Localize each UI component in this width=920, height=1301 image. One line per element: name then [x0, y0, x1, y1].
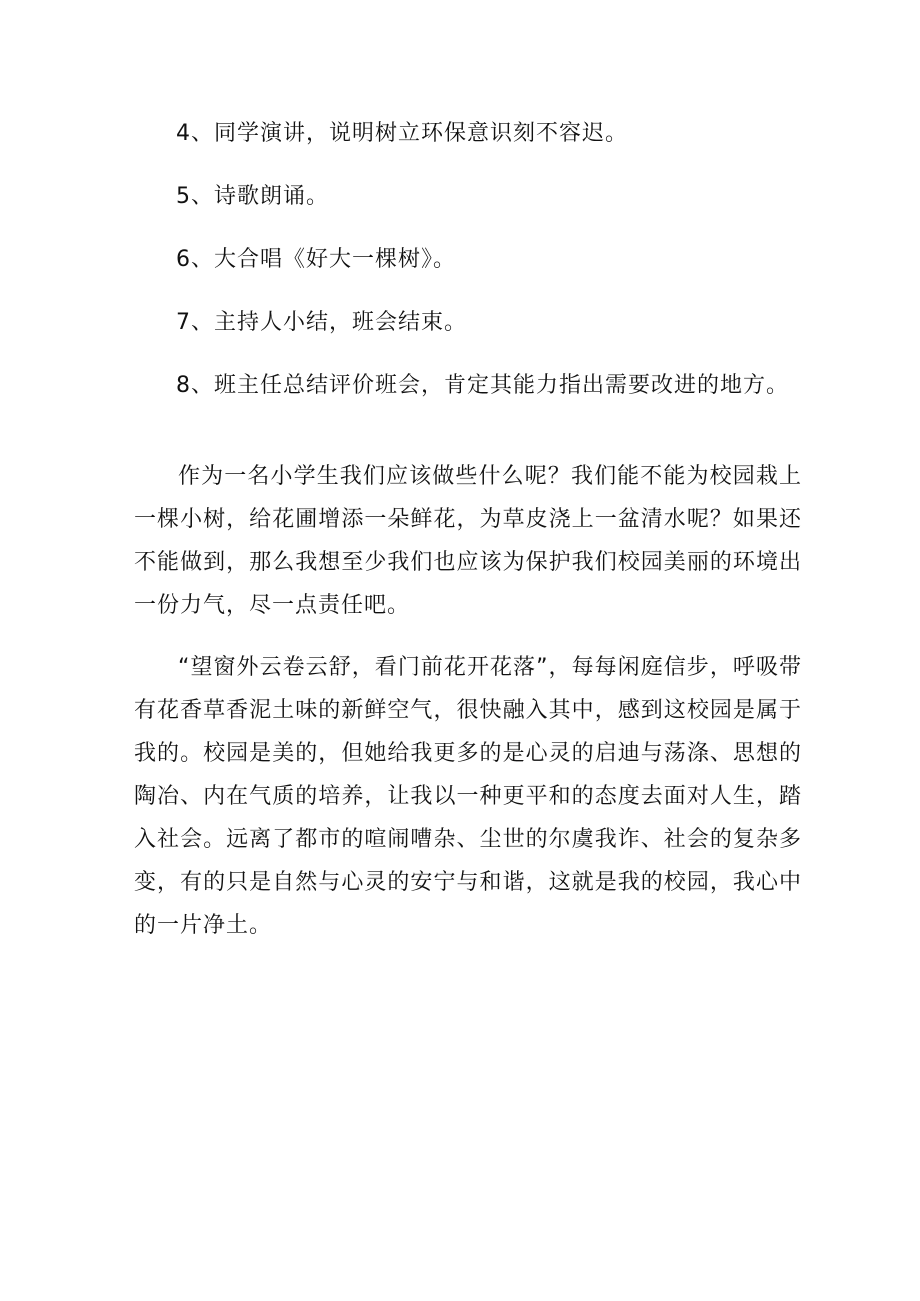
- agenda-item-8: 8、班主任总结评价班会，肯定其能力指出需要改进的地方。: [176, 373, 789, 398]
- body-paragraph-2: “望窗外云卷云舒，看门前花开花落”，每每闲庭信步，呼吸带有花香草香泥土味的新鲜空气，很快融入其中，感到这校园是属于我的。校园是美的，但她给我更多的是心灵的启迪与荡涤、思想的陶冶、内在气质的培养，让我以一种更平和的态度去面对人生，踏入社会。远离了都市的喧闹嘈杂、尘世的尔虞我诈、社会的复杂多变，有的只是自然与心灵的安宁与和谐，这就是我的校园，我心中的一片净土。: [134, 655, 802, 938]
- agenda-item-7: 7、主持人小结，班会结束。: [176, 310, 467, 335]
- agenda-list: [176, 114, 836, 429]
- agenda-item-4: 4、同学演讲，说明树立环保意识刻不容迟。: [176, 121, 628, 146]
- agenda-item-5: 5、诗歌朗诵。: [176, 184, 329, 209]
- agenda-item-6: 6、大合唱《好大一棵树》。: [176, 247, 456, 272]
- body-paragraph-1: 作为一名小学生我们应该做些什么呢？我们能不能为校园栽上一棵小树，给花圃增添一朵鲜花，为草皮浇上一盆清水呢？如果还不能做到，那么我想至少我们也应该为保护我们校园美丽的环境出一份力气，尽一点责任吧。: [134, 464, 802, 618]
